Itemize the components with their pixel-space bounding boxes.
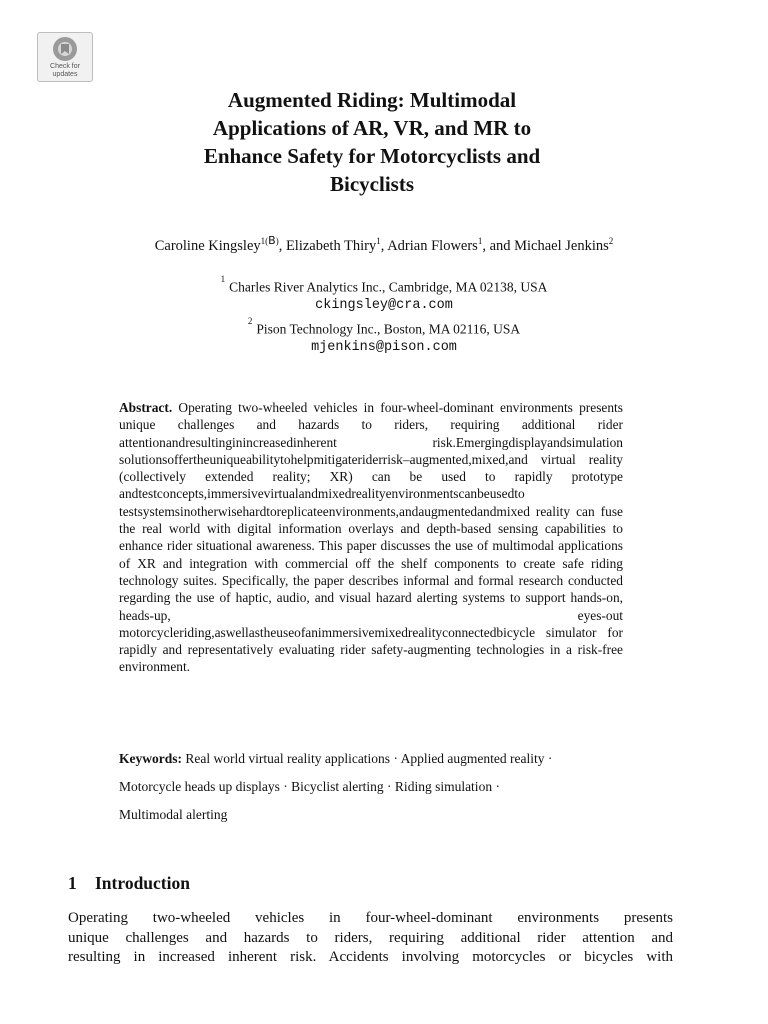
affiliation-email[interactable]: ckingsley@cra.com	[315, 297, 453, 313]
author-sup: 2	[608, 236, 614, 247]
badge-label-line1: Check for	[50, 63, 80, 70]
intro-line: unique challenges and hazards to riders, requiring additional rider attention and	[68, 929, 673, 946]
title-line: Enhance Safety for Motorcyclists and	[203, 144, 541, 168]
keywords	[119, 745, 629, 829]
author-name: Caroline Kingsley	[154, 238, 261, 254]
affiliation-number: 2	[247, 316, 253, 326]
check-for-updates-icon	[52, 36, 78, 62]
intro-line: resulting in increased inherent risk. Accidents involving motorcycles or bicycles with	[68, 949, 673, 965]
affiliation-2	[0, 317, 768, 356]
title-line: Augmented Riding: Multimodal	[227, 88, 517, 112]
title-line: Applications of AR, VR, and MR to	[212, 116, 532, 140]
abstract	[119, 399, 623, 676]
author-name: , Elizabeth Thiry	[278, 238, 377, 254]
author-sup: 1	[477, 236, 483, 247]
author-sup: 1	[376, 236, 381, 247]
abstract-label: Abstract.	[119, 400, 173, 415]
affiliation-1	[0, 275, 768, 314]
intro-paragraph	[68, 909, 673, 968]
keywords-line: Motorcycle heads up displays · Bicyclist alerting · Riding simulation ·	[119, 779, 500, 794]
paper-title	[140, 86, 604, 198]
section-heading	[68, 872, 190, 894]
corresponding-author-mark: B	[268, 234, 276, 248]
affiliation-number: 1	[220, 274, 226, 284]
check-for-updates-badge[interactable]	[37, 32, 93, 82]
affiliation-email[interactable]: mjenkins@pison.com	[311, 339, 457, 355]
title-line: Bicyclists	[330, 172, 414, 196]
affiliation-org: Pison Technology Inc., Boston, MA 02116, USA	[256, 321, 521, 337]
section-title: Introduction	[95, 873, 190, 893]
author-name: , Adrian Flowers	[380, 238, 478, 254]
keywords-line: Real world virtual reality applications · Applied augmented reality ·	[185, 751, 553, 766]
section-number: 1	[68, 873, 77, 893]
author-sup: 1(B)	[260, 234, 279, 248]
badge-label-line2: updates	[52, 71, 78, 78]
affiliation-org: Charles River Analytics Inc., Cambridge, MA 02138, USA	[229, 279, 548, 295]
keywords-label: Keywords:	[119, 751, 182, 766]
author-name: , and Michael Jenkins	[482, 238, 609, 254]
intro-line: Operating two-wheeled vehicles in four-wheel-dominant environments presents	[68, 910, 673, 926]
author-list	[60, 236, 708, 256]
keywords-line: Multimodal alerting	[119, 807, 228, 822]
abstract-text: Operating two-wheeled vehicles in four-wheel-dominant environments presents unique challenges and hazards to riders, requiring additional rider attentionandresultinginincreasedinherent risk.Emergingdisplayandsimulation solutionsoffertheuniqueabilitytohelpmitigateriderrisk–augmented,mixed,and virtual reality (collectively extended reality; XR) can be used to rapidly prototype andtestconcepts,immersivevirtualandmixedrealityenvironmentscanbeusedto testsystemsinotherwisehardtoreplicateenvironments,andaugmentedandmixed reality can fuse the real world with digital information overlays and depth-based sensing capabilities to enhance rider situational awareness. This paper discusses the use of multimodal applications of XR and integration with commercial off the shelf components to create safe riding technology suites. Specifically, the paper describes informal and formal research conducted regarding the use of haptic, audio, and visual hazard alerting systems to support hands-on, heads-up, eyes-out motorcycleriding,aswellastheuseofanimmersivemixedrealityconnectedbicycle simulator for rapidly and representatively evaluating rider safety-augmenting technologies in a risk-free environment.	[119, 400, 623, 675]
